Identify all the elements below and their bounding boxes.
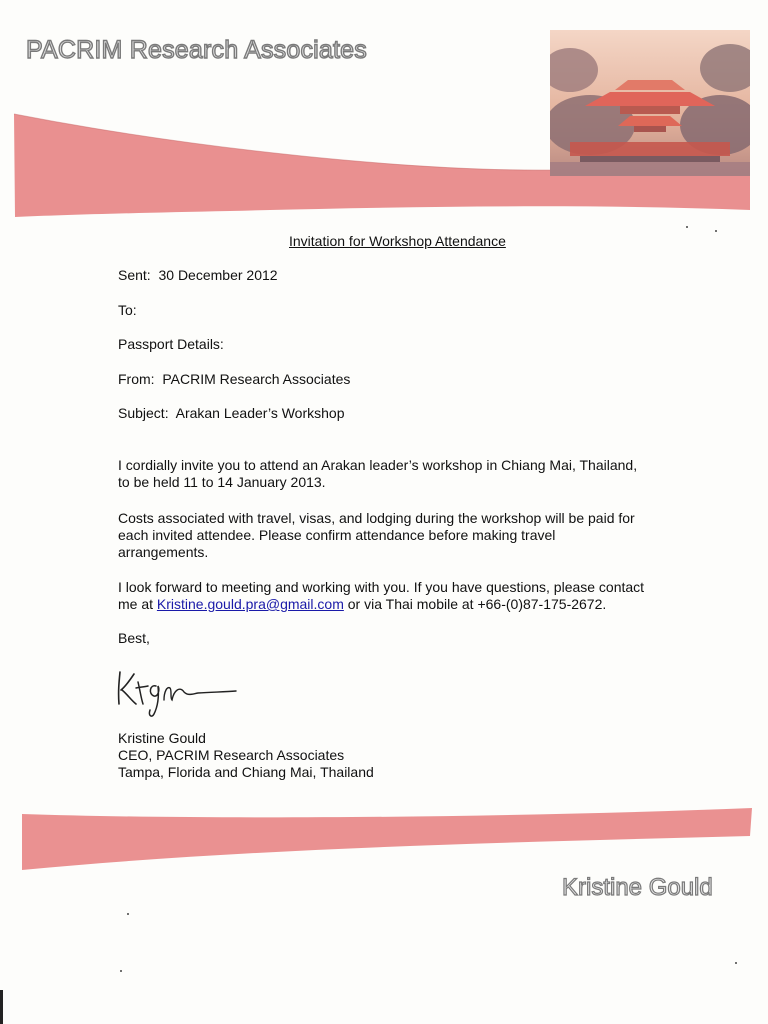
scan-speck xyxy=(127,913,129,915)
email-link[interactable]: Kristine.gould.pra@gmail.com xyxy=(156,596,344,612)
to-line xyxy=(118,302,137,319)
handwritten-signature xyxy=(112,660,242,720)
scan-speck xyxy=(686,226,688,228)
invitation-paragraph xyxy=(118,457,718,491)
sent-date: 30 December 2012 xyxy=(158,267,278,283)
company-name: PACRIM Research Associates xyxy=(26,36,367,64)
subject-label: Subject: xyxy=(118,405,169,421)
email-prefix: me at xyxy=(118,596,154,612)
signer-location: Tampa, Florida and Chiang Mai, Thailand xyxy=(118,764,374,780)
sent-line xyxy=(118,267,278,284)
closing: Best, xyxy=(118,630,150,646)
from-line xyxy=(118,371,350,388)
to-label: To: xyxy=(118,302,137,318)
paragraph-line: I look forward to meeting and working with you. If you have questions, please contact xyxy=(118,579,645,595)
subject-value: Arakan Leader’s Workshop xyxy=(175,405,345,421)
scan-speck xyxy=(120,970,122,972)
paragraph-line: Costs associated with travel, visas, and lodging during the workshop will be paid for xyxy=(118,510,635,526)
subject-line xyxy=(118,405,344,422)
sent-label: Sent: xyxy=(118,267,151,283)
paragraph-line: each invited attendee. Please confirm attendance before making travel xyxy=(118,527,556,543)
scan-speck xyxy=(735,962,737,964)
footer-name: Kristine Gould xyxy=(562,874,713,901)
temple-photo xyxy=(550,30,750,176)
footer-band xyxy=(22,808,752,870)
from-value: PACRIM Research Associates xyxy=(162,371,351,387)
contact-paragraph xyxy=(118,579,718,613)
paragraph-line: arrangements. xyxy=(118,544,209,560)
scan-speck xyxy=(715,230,717,232)
document-title: Invitation for Workshop Attendance xyxy=(289,233,506,249)
passport-line xyxy=(118,336,224,353)
from-label: From: xyxy=(118,371,155,387)
costs-paragraph xyxy=(118,510,718,561)
scan-edge-mark xyxy=(0,990,3,1024)
signer-name: Kristine Gould xyxy=(118,730,206,746)
paragraph-line: to be held 11 to 14 January 2013. xyxy=(118,474,326,490)
signer-title: CEO, PACRIM Research Associates xyxy=(118,747,345,763)
email-suffix: or via Thai mobile at +66-(0)87-175-2672. xyxy=(347,596,607,612)
paragraph-line-email xyxy=(118,596,718,613)
passport-label: Passport Details: xyxy=(118,336,224,352)
paragraph-line: I cordially invite you to attend an Arakan leader’s workshop in Chiang Mai, Thailand, xyxy=(118,457,638,473)
